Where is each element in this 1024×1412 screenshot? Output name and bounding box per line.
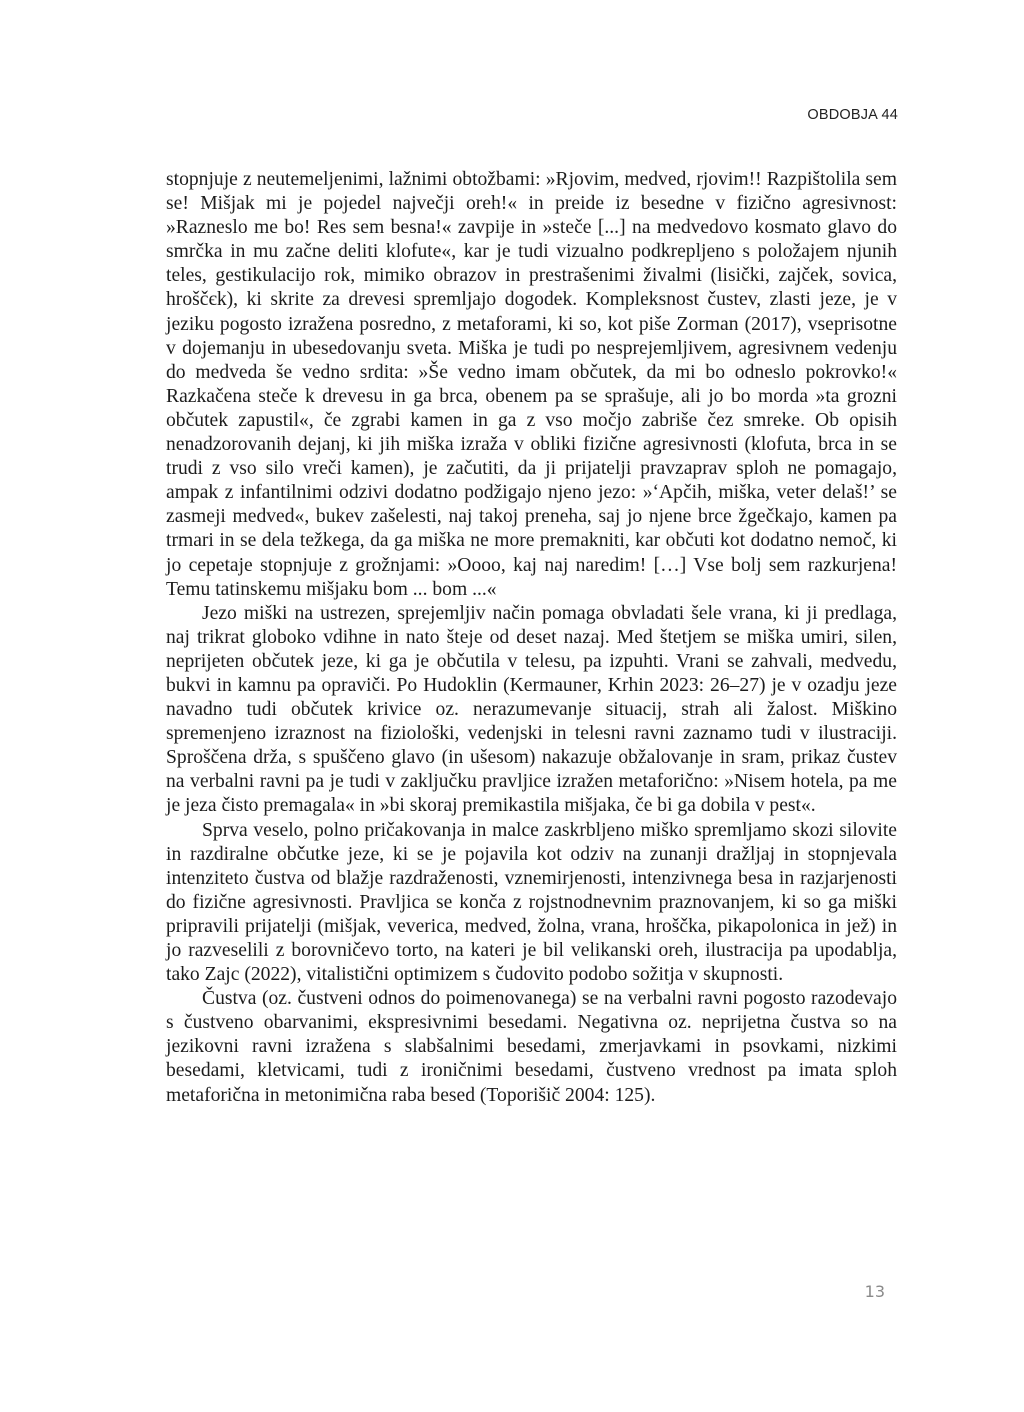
body-text — [166, 168, 897, 1108]
page-number: 13 — [864, 1282, 885, 1301]
paragraph: Čustva (oz. čustveni odnos do poimenovanega) se na verbalni ravni pogosto razodevajo s čustveno obarvanimi, ekspresivnimi besedami. Negativna oz. neprijetna čustva so na jezikovni ravni izražena s slabšalnimi besedami, zmerjavkami in psovkami, nizkimi besedami, kletvicami, tudi z ironičnimi besedami, čustveno vrednost pa imata sploh metaforična in metonimična raba besed (Toporišič 2004: 125). — [166, 988, 897, 1106]
paragraph: Jezo miški na ustrezen, sprejemljiv način pomaga obvladati šele vrana, ki ji predlaga, naj trikrat globoko vdihne in nato šteje od deset nazaj. Med štetjem se miška umiri, silen, neprijeten občutek jeze, ki ga je občutila v telesu, pa izpuhti. Vrani se zahvali, medvedu, bukvi in kamnu pa opraviči. Po Hudoklin (Kermauner, Krhin 2023: 26–27) je v ozadju jeze navadno tudi občutek krivice oz. nerazumevanje situacij, strah ali žalost. Miškino spremenjeno izraznost na fiziološki, vedenjski in telesni ravni zaznamo tudi v ilustraciji. Sproščena drža, s spuščeno glavo (in ušesom) nakazuje obžalovanje in sram, prikaz čustev na verbalni ravni pa je tudi v zaključku pravljice izražen metaforično: »Nisem hotela, pa me je jeza čisto premagala« in »bi skoraj premikastila mišjaka, če bi ga dobila v pest«. — [166, 602, 897, 817]
paragraph: Sprva veselo, polno pričakovanja in malce zaskrbljeno miško spremljamo skozi silovite in razdiralne občutke jeze, ki se je pojavila kot odziv na zunanji dražljaj in stopnjevala intenziteto čustva od blažje razdraženosti, vznemirjenosti, intenzivnega besa in razjarjenosti do fizične agresivnosti. Pravljica se konča z rojstnodnevnim praznovanjem, ki so ga miški pripravili prijatelji (mišjak, veverica, medved, žolna, vrana, hroščka, pikapolonica in jež) in jo razveselili z borovničevo torto, na kateri je bil velikanski oreh, ilustracija pa upodablja, tako Zajc (2022), vitalistični optimizem s čudovito podobo sožitja v skupnosti. — [166, 819, 897, 986]
running-header: OBDOBJA 44 — [807, 107, 898, 123]
paragraph: stopnjuje z neutemeljenimi, lažnimi obtožbami: »Rjovim, medved, rjovim!! Razpištolila sem se! Mišjak mi je pojedel največji oreh!« in preide iz besedne v fizično agresivnost: »Razneslo me bo! Res sem besna!« zavpije in »steče [...] na medvedovo kosmato glavo do smrčka in mu začne deliti klofute«, kar je tudi vizualno podkrepljeno s položajem njunih teles, gestikulacijo rok, mimiko obrazov in prestrašenimi živalmi (lisički, zajček, sovica, hroščєk), ki skrite za drevesi spremljajo dogodek. Kompleksnost čustev, zlasti jeze, je v jeziku pogosto izražena posredno, z metaforami, ki so, kot piše Zorman (2017), vseprisotne v dojemanju in ubesedovanju sveta. Miška je tudi po nesprejemljivem, agresivnem vedenju do medveda še vedno srdita: »Še vedno imam občutek, da mi bo odneslo pokrovko!« Razkačena steče k drevesu in ga brca, obenem pa se sprašuje, ali jo bo morda »ta grozni občutek zapustil«, če zgrabi kamen in ga z vso močjo zabriše čez smreke. Ob opisih nenadzorovanih dejanj, ki jih miška izraža v obliki fizične agresivnosti (klofuta, brca in se trudi z vso silo vreči kamen), je začutiti, da ji prijatelji pravzaprav sploh ne pomagajo, ampak z infantilnimi odzivi dodatno podžigajo njeno jezo: »‘Apčih, miška, veter delaš!’ se zasmeji medved«, bukev zašelesti, naj takoj preneha, saj jo njene brce žgečkajo, kamen pa trmari in se dela težkega, da ga miška ne more premakniti, kar občuti kot dodatno nemoč, ki jo cepetaje stopnjuje z grožnjami: »Oooo, kaj naj naredim! […] Vse bolj sem razkurjena! Temu tatinskemu mišjaku bom ... bom ...« — [166, 169, 897, 600]
